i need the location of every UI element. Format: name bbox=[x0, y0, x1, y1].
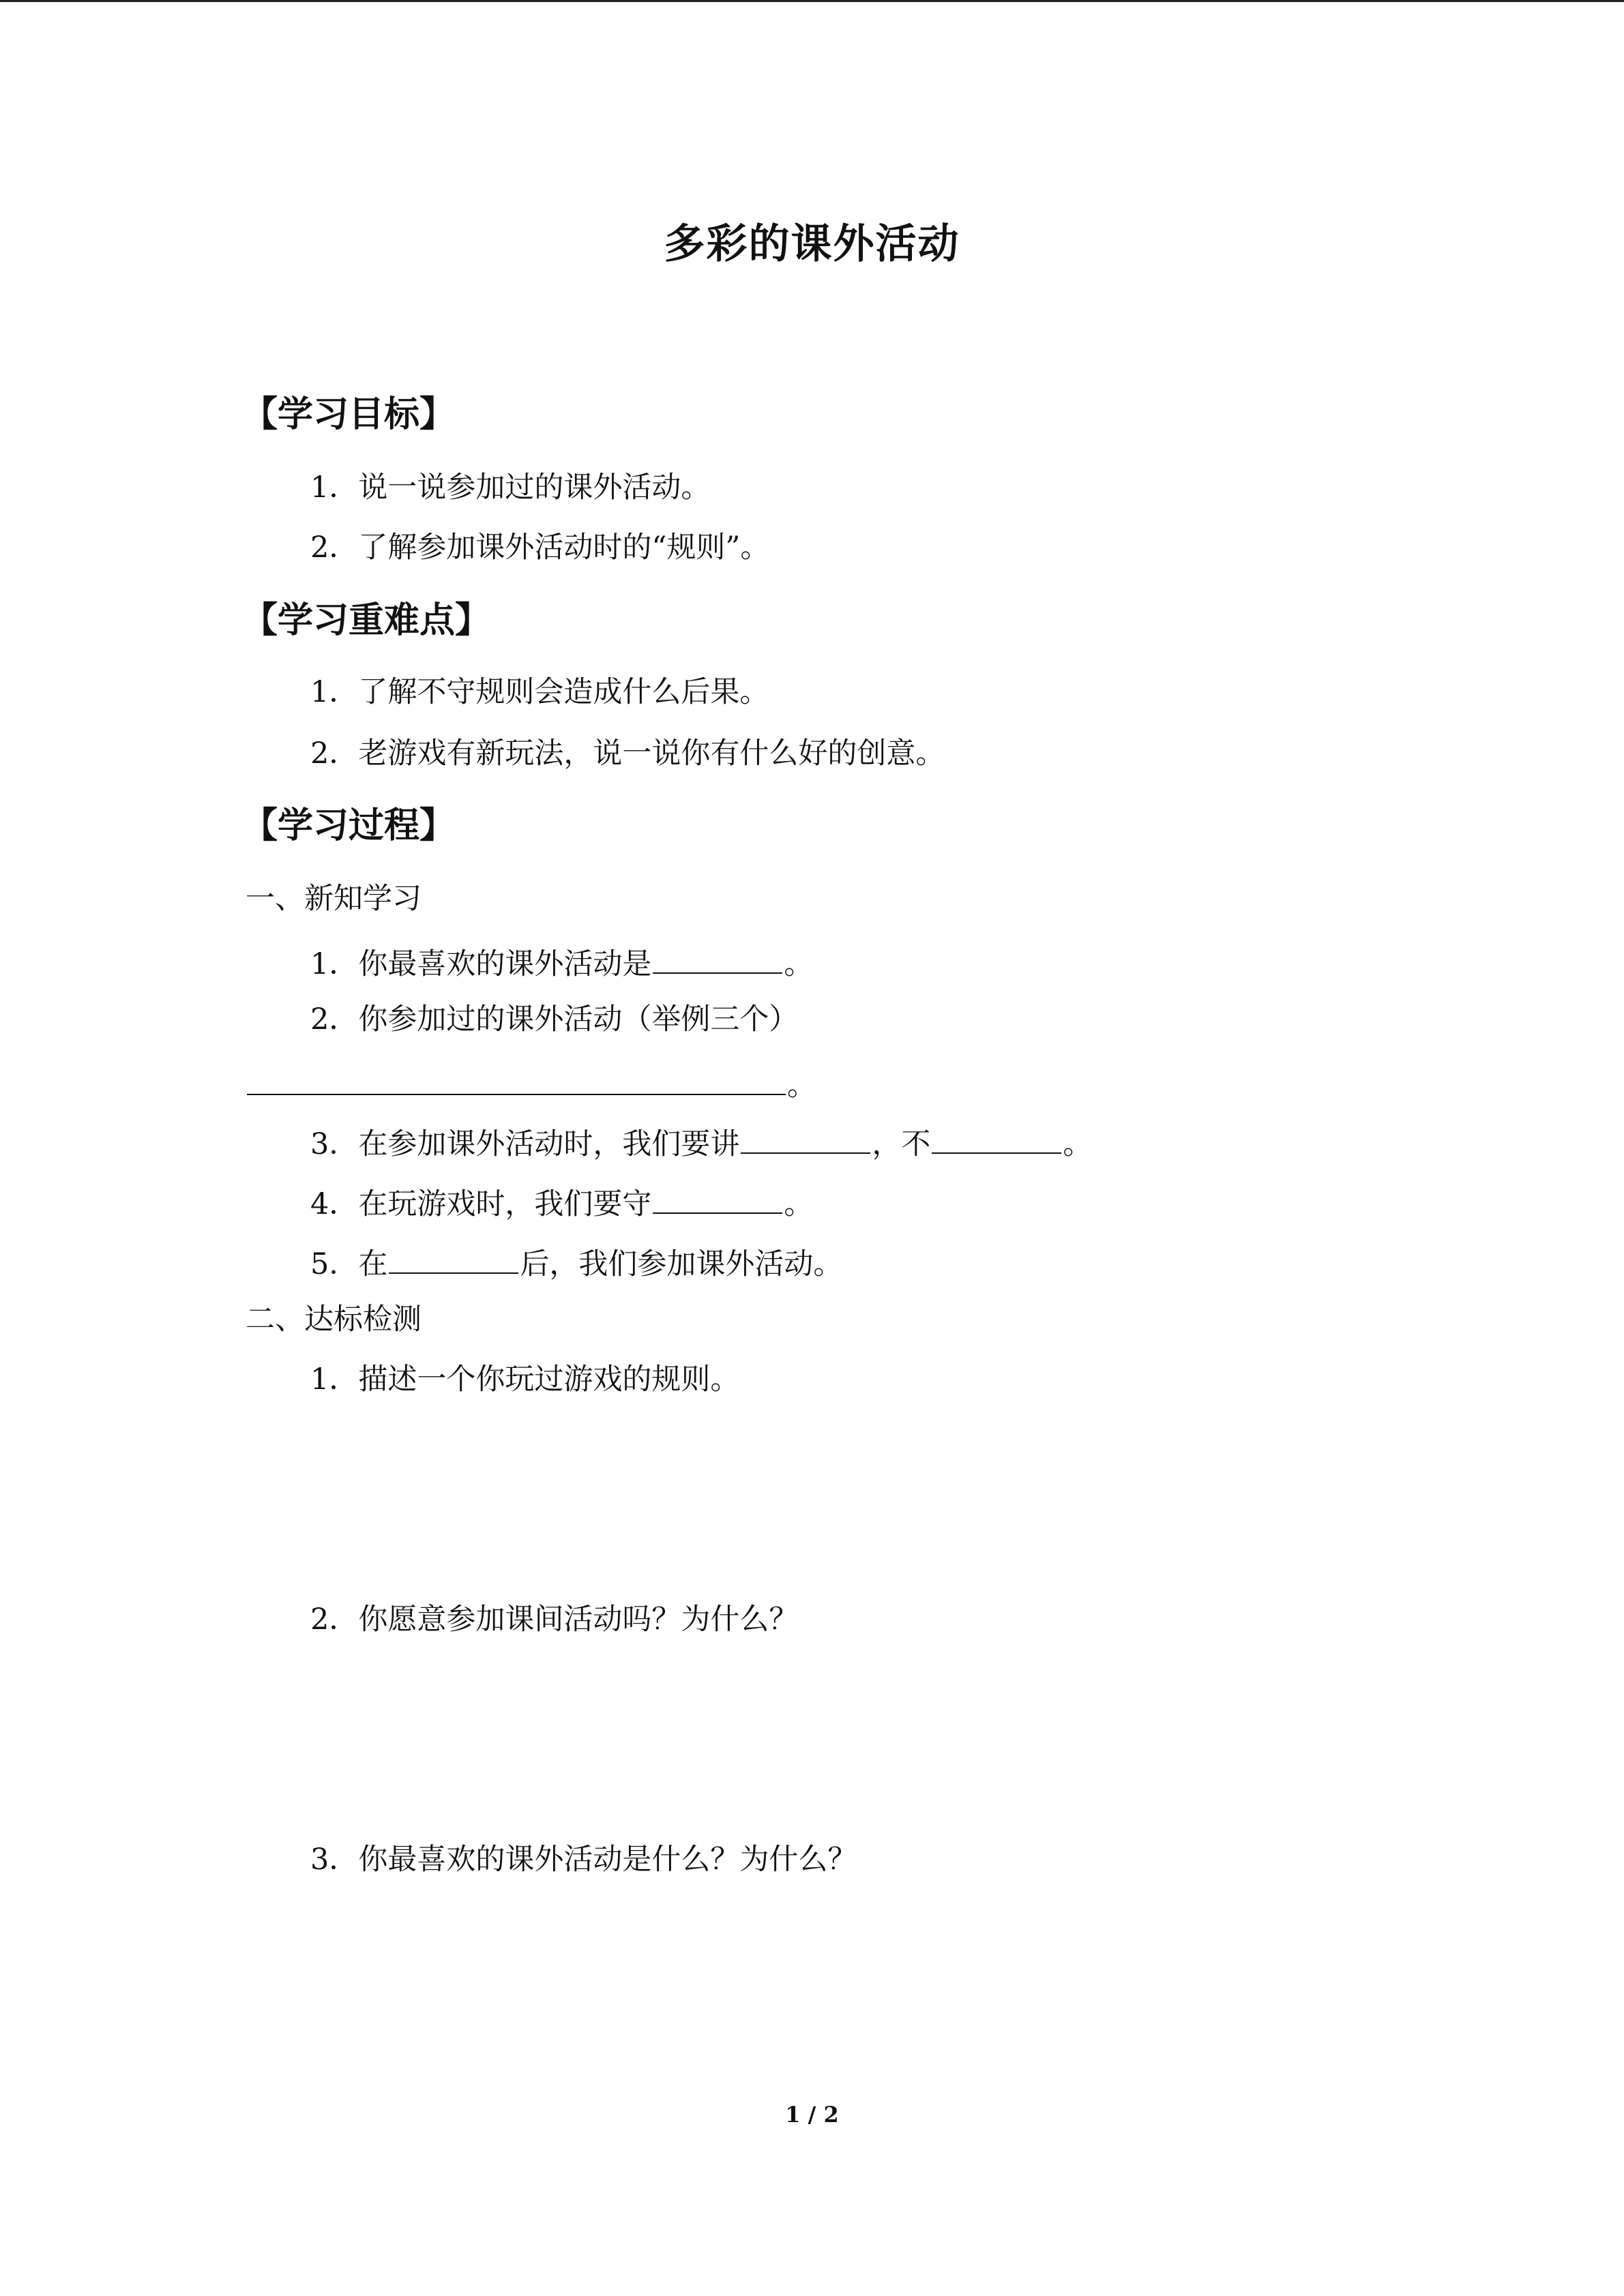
part1-question-4 bbox=[310, 1182, 813, 1223]
top-border bbox=[0, 0, 1624, 2]
q5-answer-blank[interactable] bbox=[389, 1242, 518, 1274]
q3-answer-blank-1[interactable] bbox=[741, 1122, 870, 1154]
part1-title: 一、新知学习 bbox=[246, 882, 422, 916]
part2-question-1: 1．描述一个你玩过游戏的规则。 bbox=[310, 1362, 740, 1397]
part1-question-2-answer-line bbox=[246, 1064, 816, 1104]
q5-text: 5．在 bbox=[310, 1247, 388, 1281]
part2-question-2: 2．你愿意参加课间活动吗？为什么？ bbox=[310, 1602, 799, 1637]
q4-text: 4．在玩游戏时，我们要守 bbox=[310, 1187, 652, 1221]
key-point-item-2: 2．老游戏有新玩法，说一说你有什么好的创意。 bbox=[310, 736, 945, 771]
q2-end: 。 bbox=[787, 1069, 816, 1103]
q5-end: 后，我们参加课外活动。 bbox=[520, 1247, 843, 1281]
q2-answer-blank[interactable] bbox=[247, 1064, 786, 1095]
q4-end: 。 bbox=[784, 1187, 814, 1221]
q3-text: 3．在参加课外活动时，我们要讲 bbox=[310, 1127, 740, 1161]
page-number: 1 / 2 bbox=[785, 2102, 839, 2128]
objective-item-1: 1．说一说参加过的课外活动。 bbox=[310, 471, 711, 505]
key-points-heading: 【学习重难点】 bbox=[242, 600, 491, 641]
part1-question-1 bbox=[310, 942, 813, 983]
part2-title: 二、达标检测 bbox=[246, 1302, 422, 1337]
part2-question-3: 3．你最喜欢的课外活动是什么？为什么？ bbox=[310, 1843, 857, 1877]
q1-text: 1．你最喜欢的课外活动是 bbox=[310, 947, 652, 981]
q1-answer-blank[interactable] bbox=[653, 942, 782, 974]
q3-answer-blank-2[interactable] bbox=[932, 1122, 1061, 1154]
q3-end: 。 bbox=[1063, 1127, 1093, 1161]
q4-answer-blank[interactable] bbox=[653, 1182, 782, 1214]
objectives-heading: 【学习目标】 bbox=[242, 394, 456, 435]
part1-question-5 bbox=[310, 1242, 842, 1283]
q1-end: 。 bbox=[784, 947, 814, 981]
key-point-item-1: 1．了解不守规则会造成什么后果。 bbox=[310, 675, 769, 709]
part1-question-3 bbox=[310, 1122, 1092, 1163]
process-heading: 【学习过程】 bbox=[242, 805, 456, 846]
objective-item-2: 2．了解参加课外活动时的“规则”。 bbox=[310, 531, 770, 565]
part1-question-2: 2．你参加过的课外活动（举例三个） bbox=[310, 1002, 799, 1037]
document-title: 多彩的课外活动 bbox=[664, 220, 960, 268]
q3-middle: ，不 bbox=[872, 1127, 931, 1161]
